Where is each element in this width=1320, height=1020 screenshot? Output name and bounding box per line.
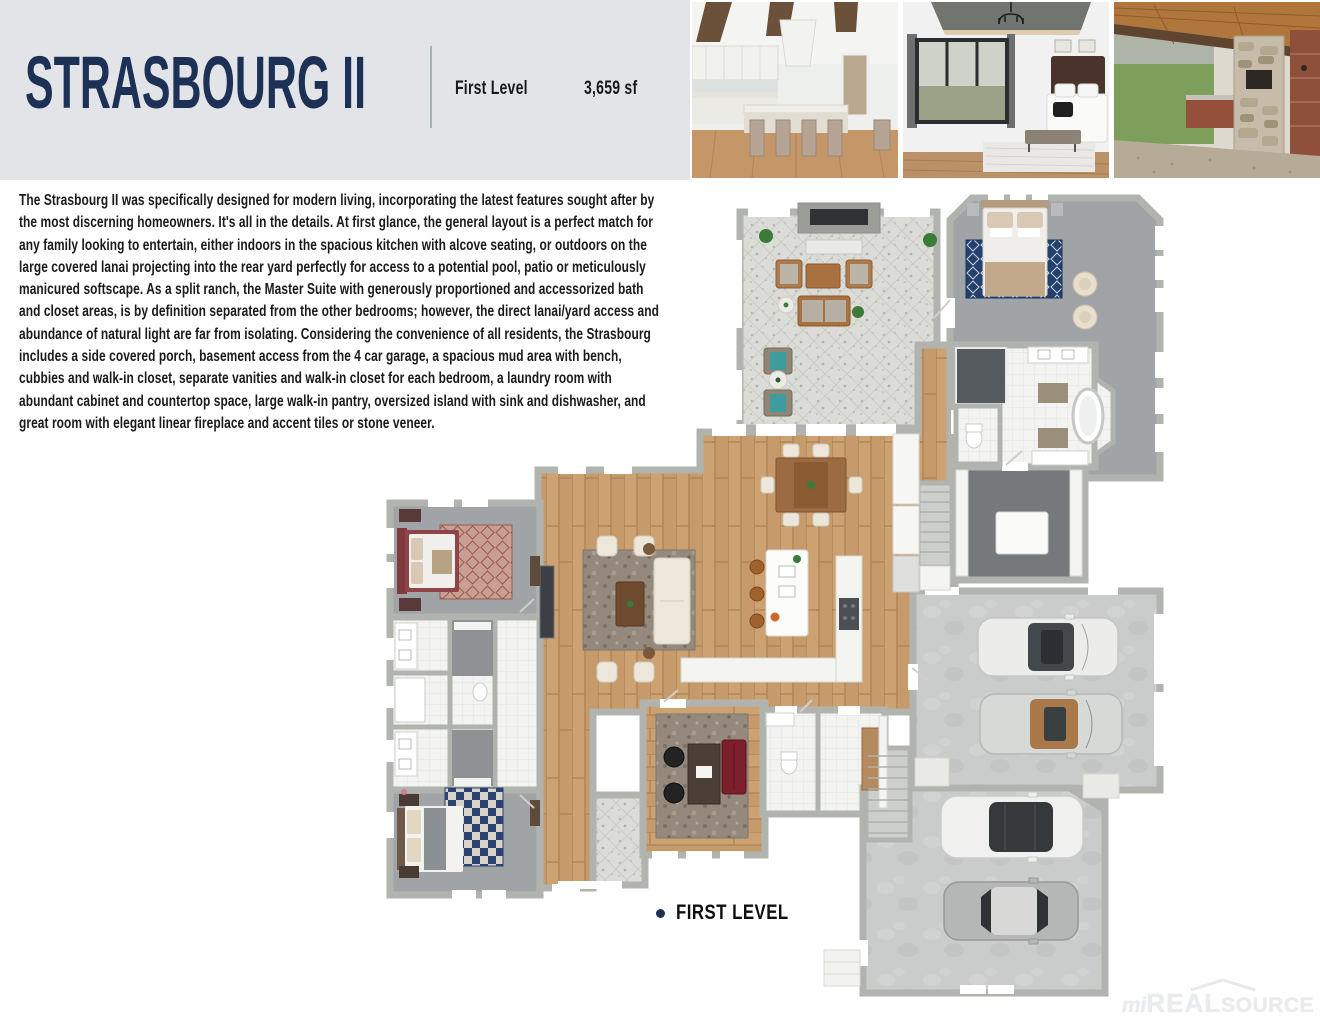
car-silver-sedan: [980, 690, 1122, 758]
watermark-prefix: mi: [1121, 994, 1147, 1017]
bedroom3-furniture: [397, 788, 503, 878]
watermark-mid: REAL: [1146, 988, 1222, 1018]
bullet-dot-icon: [656, 909, 665, 918]
plan-description: The Strasbourg II was specifically designed for modern living, incorporating the latest features sought after by the most discerning homeowners. It's all in the details. At first glance, the general layout is a perfect match for any family looking to entertain, either indoors in the spacious kitchen with alcove seating, or outdoors on the large covered lanai projecting into the rear yard perfectly for access to a potential pool, patio or meticulously manicured softscape. As a split ranch, the Master Suite with generously proportioned and accessorized bath and closet areas, is by definition separated from the other bedrooms; however, the direct lanai/yard access and abundance of natural light are far from isolating. Considering the convenience of all residents, the Strasbourg includes a side covered porch, basement access from the 4 car garage, a spacious mud area with bench, cubbies and walk-in closet, separate vanities and walk-in closet for each bedroom, a laundry room with abundant cabinet and countertop space, large walk-in pantry, oversized island with sink and dishwasher, and great room with elegant linear fireplace and accent tiles or stone veneer.: [19, 192, 659, 432]
plan-caption: [656, 901, 817, 925]
header-divider: [430, 46, 432, 128]
kitchen-photo-art: [692, 2, 898, 178]
kitchen-photo: [692, 2, 898, 178]
roof-icon: [1190, 979, 1256, 991]
square-footage: 3,659 sf: [584, 78, 638, 99]
car-gray-sedan: [944, 878, 1078, 944]
floor-plan-rendering: [375, 185, 1175, 1010]
den-furniture: [656, 714, 748, 838]
header-band: [0, 0, 690, 180]
bedroom-photo: [903, 2, 1109, 178]
car-white-suv: [941, 792, 1083, 862]
level-label: First Level: [455, 78, 528, 99]
car-white-sedan: [978, 614, 1118, 680]
kitchen-stairs: [918, 483, 952, 567]
watermark-suffix: SOURCE: [1221, 994, 1314, 1017]
floor-plan: [375, 185, 1175, 1010]
lanai-photo-art: [1114, 2, 1320, 178]
photo-strip: [692, 2, 1320, 178]
lanai-photo: [1114, 2, 1320, 178]
watermark: [1122, 988, 1314, 1019]
bedroom-photo-art: [903, 2, 1109, 178]
caption-label: FIRST LEVEL: [676, 901, 789, 924]
page-title: STRASBOURG II: [25, 41, 366, 124]
